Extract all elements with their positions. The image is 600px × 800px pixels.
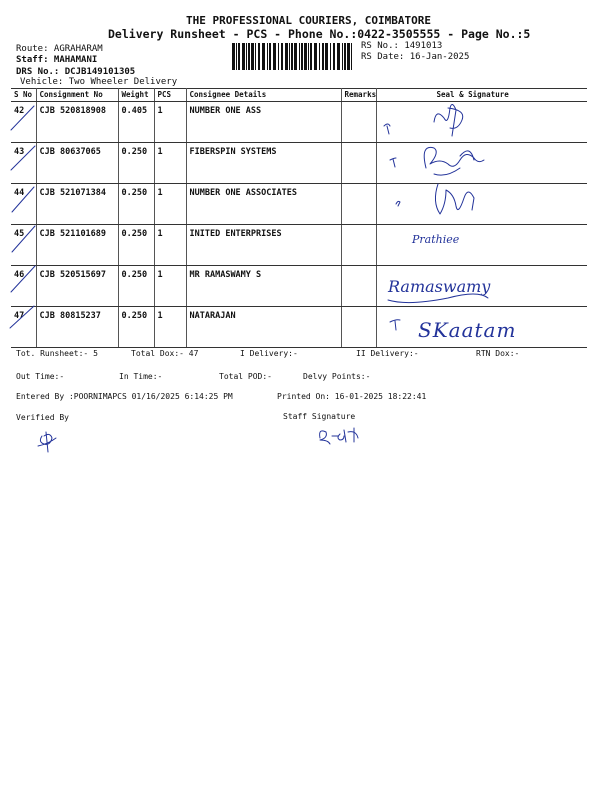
staff-signature xyxy=(314,424,364,446)
row-consignee: NUMBER ONE ASSOCIATES xyxy=(186,184,341,225)
rtn-dox: RTN Dox:- xyxy=(476,349,520,358)
col-weight: Weight xyxy=(118,88,154,102)
in-time: In Time:- xyxy=(119,372,163,381)
row-weight: 0.250 xyxy=(118,143,154,184)
col-pcs: PCS xyxy=(154,88,186,102)
row-pcs: 1 xyxy=(154,184,186,225)
row-weight: 0.250 xyxy=(118,184,154,225)
entered-by: Entered By :POORNIMAPCS 01/16/2025 6:14:25 PM xyxy=(16,392,233,401)
row-consignee: FIBERSPIN SYSTEMS xyxy=(186,143,341,184)
row-remarks xyxy=(341,225,376,266)
row-sno: 44 xyxy=(11,184,36,225)
rs-date: RS Date: 16-Jan-2025 xyxy=(361,52,470,62)
row-remarks xyxy=(341,307,376,348)
row-pcs: 1 xyxy=(154,102,186,143)
row-sno: 46 xyxy=(11,266,36,307)
runsheet-subtitle: Delivery Runsheet - PCS - Phone No.:0422-3505555 - Page No.:5 xyxy=(108,27,531,41)
total-runsheet: Tot. Runsheet:- 5 xyxy=(16,349,98,358)
verified-by: Verified By xyxy=(16,413,69,422)
row-sno: 42 xyxy=(11,102,36,143)
row-sno: 45 xyxy=(11,225,36,266)
table-row xyxy=(11,184,587,225)
col-consignment: Consignment No xyxy=(36,88,118,102)
row-pcs: 1 xyxy=(154,307,186,348)
handwritten-name-row45: Prathiee xyxy=(412,233,460,246)
col-seal-signature: Seal & Signature xyxy=(376,88,587,102)
col-remarks: Remarks xyxy=(341,88,376,102)
verified-signature xyxy=(34,428,64,454)
table-row xyxy=(11,225,587,266)
row-consignment: CJB 520515697 xyxy=(36,266,118,307)
row-consignee: INITED ENTERPRISES xyxy=(186,225,341,266)
signature-row46 xyxy=(382,264,494,308)
printed-on: Printed On: 16-01-2025 18:22:41 xyxy=(277,392,427,401)
col-consignee: Consignee Details xyxy=(186,88,341,102)
barcode xyxy=(231,43,356,70)
total-dox: Total Dox:- 47 xyxy=(131,349,199,358)
row-consignee: NATARAJAN xyxy=(186,307,341,348)
rs-number: RS No.: 1491013 xyxy=(361,41,443,51)
i-delivery: I Delivery:- xyxy=(240,349,298,358)
company-title: THE PROFESSIONAL COURIERS, COIMBATORE xyxy=(186,14,432,27)
row-consignment: CJB 521101689 xyxy=(36,225,118,266)
row-weight: 0.250 xyxy=(118,225,154,266)
table-row xyxy=(11,266,587,307)
row-signature xyxy=(376,225,587,266)
route-label: Route: AGRAHARAM xyxy=(16,44,103,54)
tick-marks xyxy=(8,100,38,350)
total-pod: Total POD:- xyxy=(219,372,272,381)
row-pcs: 1 xyxy=(154,143,186,184)
handwritten-name-row46: Ramaswamy xyxy=(388,277,491,296)
row-consignee: NUMBER ONE ASS xyxy=(186,102,341,143)
row-consignment: CJB 80637065 xyxy=(36,143,118,184)
row-remarks xyxy=(341,266,376,307)
staff-signature-label: Staff Signature xyxy=(283,412,356,421)
signature-row44 xyxy=(388,178,488,222)
ii-delivery: II Delivery:- xyxy=(356,349,419,358)
row-sno: 47 xyxy=(11,307,36,348)
row-consignment: CJB 521071384 xyxy=(36,184,118,225)
drs-number: DRS No.: DCJB149101305 xyxy=(16,67,136,77)
signature-row42 xyxy=(378,100,538,140)
col-sno: S No xyxy=(11,88,36,102)
row-weight: 0.405 xyxy=(118,102,154,143)
row-remarks xyxy=(341,102,376,143)
row-consignee: MR RAMASWAMY S xyxy=(186,266,341,307)
row-pcs: 1 xyxy=(154,266,186,307)
out-time: Out Time:- xyxy=(16,372,65,381)
row-sno: 43 xyxy=(11,143,36,184)
row-remarks xyxy=(341,143,376,184)
row-consignment: CJB 520818908 xyxy=(36,102,118,143)
row-pcs: 1 xyxy=(154,225,186,266)
vehicle-label: Vehicle: Two Wheeler Delivery xyxy=(20,77,178,87)
delvy-points: Delvy Points:- xyxy=(303,372,371,381)
staff-label: Staff: MAHAMANI xyxy=(16,55,98,65)
handwritten-name-row47: SKaatam xyxy=(418,318,517,342)
row-remarks xyxy=(341,184,376,225)
row-weight: 0.250 xyxy=(118,307,154,348)
row-weight: 0.250 xyxy=(118,266,154,307)
row-consignment: CJB 80815237 xyxy=(36,307,118,348)
